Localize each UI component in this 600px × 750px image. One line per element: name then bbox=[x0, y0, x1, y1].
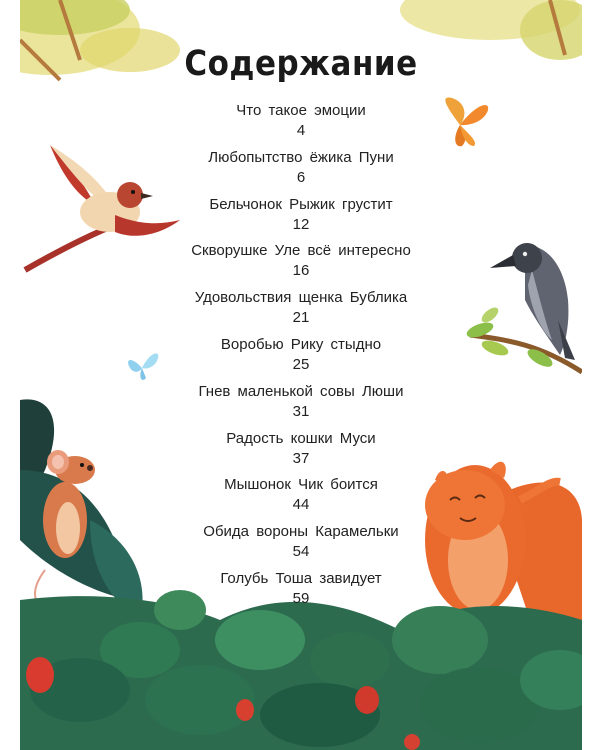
toc-item[interactable] bbox=[20, 288, 582, 335]
toc-item-page: 31 bbox=[292, 402, 310, 420]
contents-page bbox=[20, 0, 582, 750]
toc-item[interactable] bbox=[20, 195, 582, 242]
toc-item-label: Удовольствия щенка Бублика bbox=[194, 289, 408, 307]
toc-item-page: 37 bbox=[292, 449, 310, 467]
toc-item-page: 54 bbox=[292, 543, 310, 561]
toc-item-label: Гнев маленькой совы Люши bbox=[198, 382, 404, 400]
toc-item-label: Воробью Рику стыдно bbox=[220, 335, 382, 353]
toc-item-label: Голубь Тоша завидует bbox=[220, 569, 382, 587]
toc-item-page: 4 bbox=[296, 122, 306, 139]
toc-item[interactable] bbox=[20, 335, 582, 382]
toc-item-page: 59 bbox=[292, 589, 310, 607]
toc-item-label: Бельчонок Рыжик грустит bbox=[209, 195, 393, 213]
toc-item-page: 21 bbox=[292, 309, 310, 327]
toc-item-page: 12 bbox=[292, 215, 310, 233]
toc-item-label: Скворушке Уле всё интересно bbox=[191, 242, 411, 260]
toc-item[interactable] bbox=[20, 475, 582, 522]
toc-item-page: 44 bbox=[292, 496, 310, 514]
toc-item-label: Что такое эмоции bbox=[236, 102, 366, 119]
toc-item[interactable] bbox=[20, 148, 582, 195]
toc-item-label: Обида вороны Карамельки bbox=[203, 523, 399, 541]
toc-item-label: Радость кошки Муси bbox=[226, 429, 376, 447]
toc-item-label: Любопытство ёжика Пуни bbox=[208, 148, 394, 166]
toc-item[interactable] bbox=[20, 241, 582, 288]
toc-item-label: Мышонок Чик боится bbox=[224, 476, 378, 494]
toc-item-page: 6 bbox=[296, 168, 306, 186]
page-title: Содержание bbox=[184, 43, 418, 85]
toc-item[interactable] bbox=[20, 101, 582, 148]
toc-item-page: 25 bbox=[292, 355, 310, 373]
toc-item[interactable] bbox=[20, 382, 582, 429]
toc-item[interactable] bbox=[20, 429, 582, 476]
toc-item[interactable] bbox=[20, 569, 582, 616]
table-of-contents bbox=[20, 101, 582, 616]
toc-item-page: 16 bbox=[292, 262, 310, 280]
toc-item[interactable] bbox=[20, 522, 582, 569]
